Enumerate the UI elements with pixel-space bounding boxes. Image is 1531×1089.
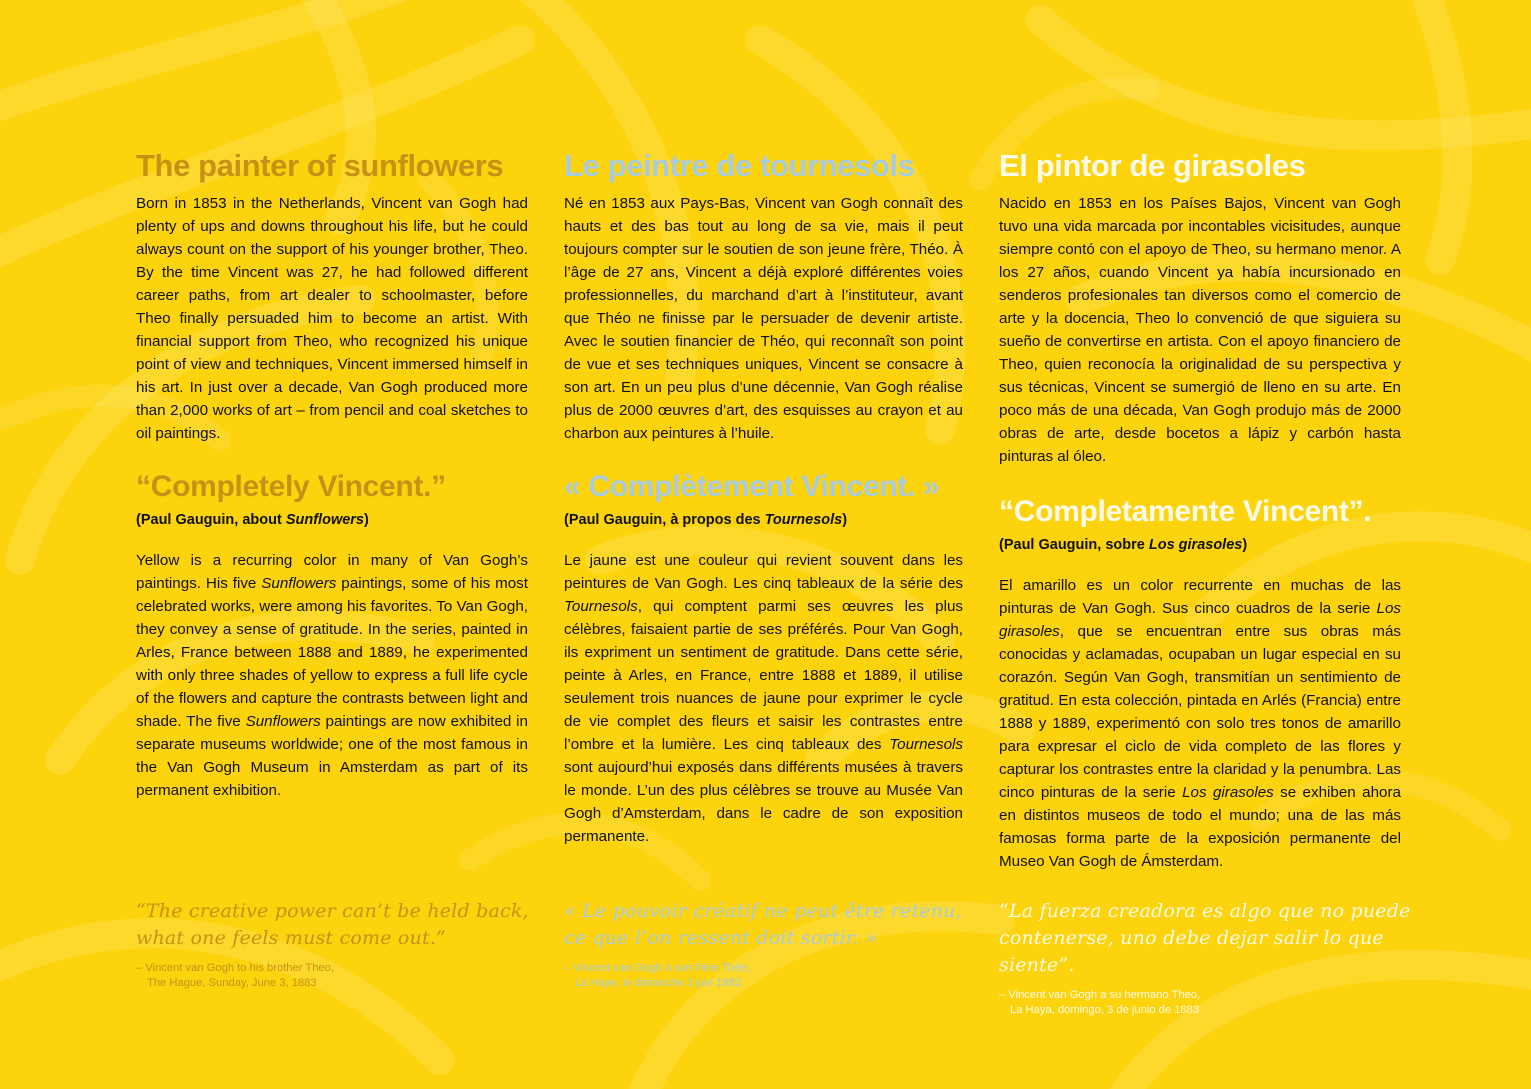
english-body-part-3: paintings are now exhibited in separate museums worldwide; one of the most famous in the Van Gogh Museum in Amsterdam as part of its permanent exhibition.	[136, 713, 528, 799]
english-body	[136, 549, 528, 802]
english-body-part-1: Yellow is a recurring color in many of Van Gogh’s paintings. His five	[136, 552, 528, 592]
french-attribution-work: Tournesols	[764, 512, 843, 528]
french-attribution-prefix: (Paul Gauguin, à propos des	[564, 512, 765, 528]
french-body-work-2: Tournesols	[889, 736, 963, 753]
spanish-attribution-prefix: (Paul Gauguin, sobre	[999, 537, 1149, 553]
spanish-title: El pintor de girasoles	[999, 148, 1306, 183]
spanish-quote-heading: “Completamente Vincent”.	[999, 495, 1372, 528]
french-column	[564, 148, 963, 848]
spanish-body-part-1: El amarillo es un color recurrente en muchas de las pinturas de Van Gogh. Sus cinco cuadros de la serie	[999, 577, 1401, 617]
english-quote-heading: “Completely Vincent.”	[136, 470, 446, 503]
spanish-body	[999, 574, 1401, 873]
french-quote-heading: « Complètement Vincent. »	[564, 470, 940, 503]
spanish-body-work-1: Los girasoles	[999, 600, 1401, 640]
french-quote-section	[564, 469, 963, 848]
french-closing-quote-line-2: ce que l’on ressent doit sortir. »	[564, 927, 878, 949]
english-title: The painter of sunflowers	[136, 148, 504, 183]
french-body-work-1: Tournesols	[564, 598, 638, 615]
english-source-line-1: – Vincent van Gogh to his brother Theo,	[136, 962, 334, 974]
spanish-intro: Nacido en 1853 en los Países Bajos, Vincent van Gogh tuvo una vida marcada por incontables vicisitudes, aunque siempre contó con el apoyo de Theo, su hermano menor. A los 27 años, cuando Vincent ya había incursionado en senderos profesionales tan diversos como el comercio de arte y la docencia, Theo lo convenció de que siguiera su sueño de convertirse en artista. Con el apoyo financiero de Theo, quien reconocía la originalidad de su perspectiva y sus técnicas, Vincent se sumergió de lleno en su arte. En poco más de una década, Van Gogh produjo más de 2000 obras de arte, desde bocetos a lápiz y carbón hasta pinturas al óleo.	[999, 195, 1401, 465]
french-intro: Né en 1853 aux Pays-Bas, Vincent van Gogh connaît des hauts et des bas tout au long de sa vie, mais il peut toujours compter sur le soutien de son jeune frère, Théo. À l’âge de 27 ans, Vincent a déjà exploré différentes voies professionnelles, du marchand d’art à l’instituteur, avant que Théo ne finisse par le persuader de devenir artiste. Avec le soutien financier de Théo, qui reconnaît son point de vue et ses techniques uniques, Vincent se consacre à son art. En un peu plus d’une décennie, Van Gogh réalise plus de 2000 œuvres d’art, des esquisses au crayon et au charbon aux peintures à l’huile.	[564, 195, 963, 442]
english-closing-quote-line-1: “The creative power can’t be held back,	[136, 900, 529, 922]
spanish-column	[999, 148, 1401, 873]
spanish-attribution-work: Los girasoles	[1148, 537, 1243, 553]
french-body-part-3: sont aujourd’hui exposés dans différents musées à travers le monde. L’un des plus célèbres se trouve au Musée Van Gogh d’Amsterdam, dans le cadre de son exposition permanente.	[564, 759, 963, 845]
spanish-source-line-1: – Vincent van Gogh a su hermano Theo,	[999, 989, 1201, 1001]
spanish-quote-source	[999, 988, 1429, 1018]
spanish-attribution	[999, 536, 1401, 554]
english-body-work-1: Sunflowers	[261, 575, 337, 592]
english-body-part-2: paintings, some of his most celebrated works, were among his favorites. To Van Gogh, they convey a sense of gratitude. In the series, painted in Arles, France between 1888 and 1889, he experimented with only three shades of yellow to express a full life cycle of the flowers and capture the contrasts between light and shade. The five	[136, 575, 528, 730]
spanish-source-line-2: La Haya, domingo, 3 de junio de 1883	[1010, 1004, 1200, 1016]
spanish-body-part-3: se exhiben ahora en distintos museos de todo el mundo; una de las más famosas forma parte de la exposición permanente del Museo Van Gogh de Ámsterdam.	[999, 784, 1401, 870]
english-intro: Born in 1853 in the Netherlands, Vincent van Gogh had plenty of ups and downs throughout his life, but he could always count on the support of his younger brother, Theo. By the time Vincent was 27, he had followed different career paths, from art dealer to schoolmaster, before Theo finally persuaded him to become an artist. With financial support from Theo, who recognized his unique point of view and techniques, Vincent immersed himself in his art. In just over a decade, Van Gogh produced more than 2,000 works of art – from pencil and coal sketches to oil paintings.	[136, 195, 528, 442]
spanish-closing-quote-line-2: contenerse, uno debe dejar salir lo que siente”.	[999, 927, 1384, 976]
english-closing-quote-line-2: what one feels must come out.”	[136, 927, 446, 949]
french-body	[564, 549, 963, 848]
spanish-closing-quote-line-1: “La fuerza creadora es algo que no puede	[999, 900, 1411, 922]
spanish-body-part-2: , que se encuentran entre sus obras más conocidas y aclamadas, ocupaban un lugar especial en su corazón. Según Van Gogh, transmitían un sentimiento de gratitud. En esta colección, pintada en Arlés (Francia) entre 1888 y 1889, experimentó con solo tres tonos de amarillo para expresar el ciclo de vida completo de las flores y capturar los contrastes entre la claridad y la penumbra. Las cinco pinturas de la serie	[999, 623, 1401, 801]
english-attribution	[136, 511, 528, 529]
spanish-attribution-suffix: )	[1242, 537, 1248, 553]
english-column	[136, 148, 528, 802]
english-source-line-2: The Hague, Sunday, June 3, 1883	[147, 977, 317, 989]
french-attribution	[564, 511, 963, 529]
french-closing-quote-line-1: « Le pouvoir créatif ne peut être retenu,	[564, 900, 962, 922]
english-quote-source	[136, 961, 556, 991]
french-body-part-1: Le jaune est une couleur qui revient souvent dans les peintures de Van Gogh. Les cinq tableaux de la série des	[564, 552, 963, 592]
spanish-quote-section	[999, 494, 1401, 873]
spanish-body-work-2: Los girasoles	[1182, 784, 1274, 801]
french-title: Le peintre de tournesols	[564, 148, 915, 183]
french-quote-source	[564, 961, 984, 991]
french-body-part-2: , qui comptent parmi ses œuvres les plus célèbres, faisaient partie de ses préférés. Pour Van Gogh, ils expriment un sentiment de gratitude. Dans cette série, peinte à Arles, en France, entre 1888 et 1889, il utilise seulement trois nuances de jaune pour exprimer le cycle de vie complet des fleurs et saisir les contrastes entre l’ombre et la lumière. Les cinq tableaux des	[564, 598, 963, 753]
english-attribution-prefix: (Paul Gauguin, about	[136, 512, 286, 528]
english-closing-quote	[136, 898, 556, 991]
french-attribution-suffix: )	[842, 512, 848, 528]
french-closing-quote	[564, 898, 984, 991]
spanish-closing-quote	[999, 898, 1429, 1018]
english-body-work-2: Sunflowers	[245, 713, 321, 730]
french-source-line-2: La Haye, le dimanche 3 juin 1883	[575, 977, 742, 989]
english-quote-section	[136, 469, 528, 802]
french-source-line-1: – Vincent van Gogh à son frère Théo,	[564, 962, 751, 974]
english-attribution-work: Sunflowers	[285, 512, 364, 528]
english-attribution-suffix: )	[364, 512, 369, 528]
